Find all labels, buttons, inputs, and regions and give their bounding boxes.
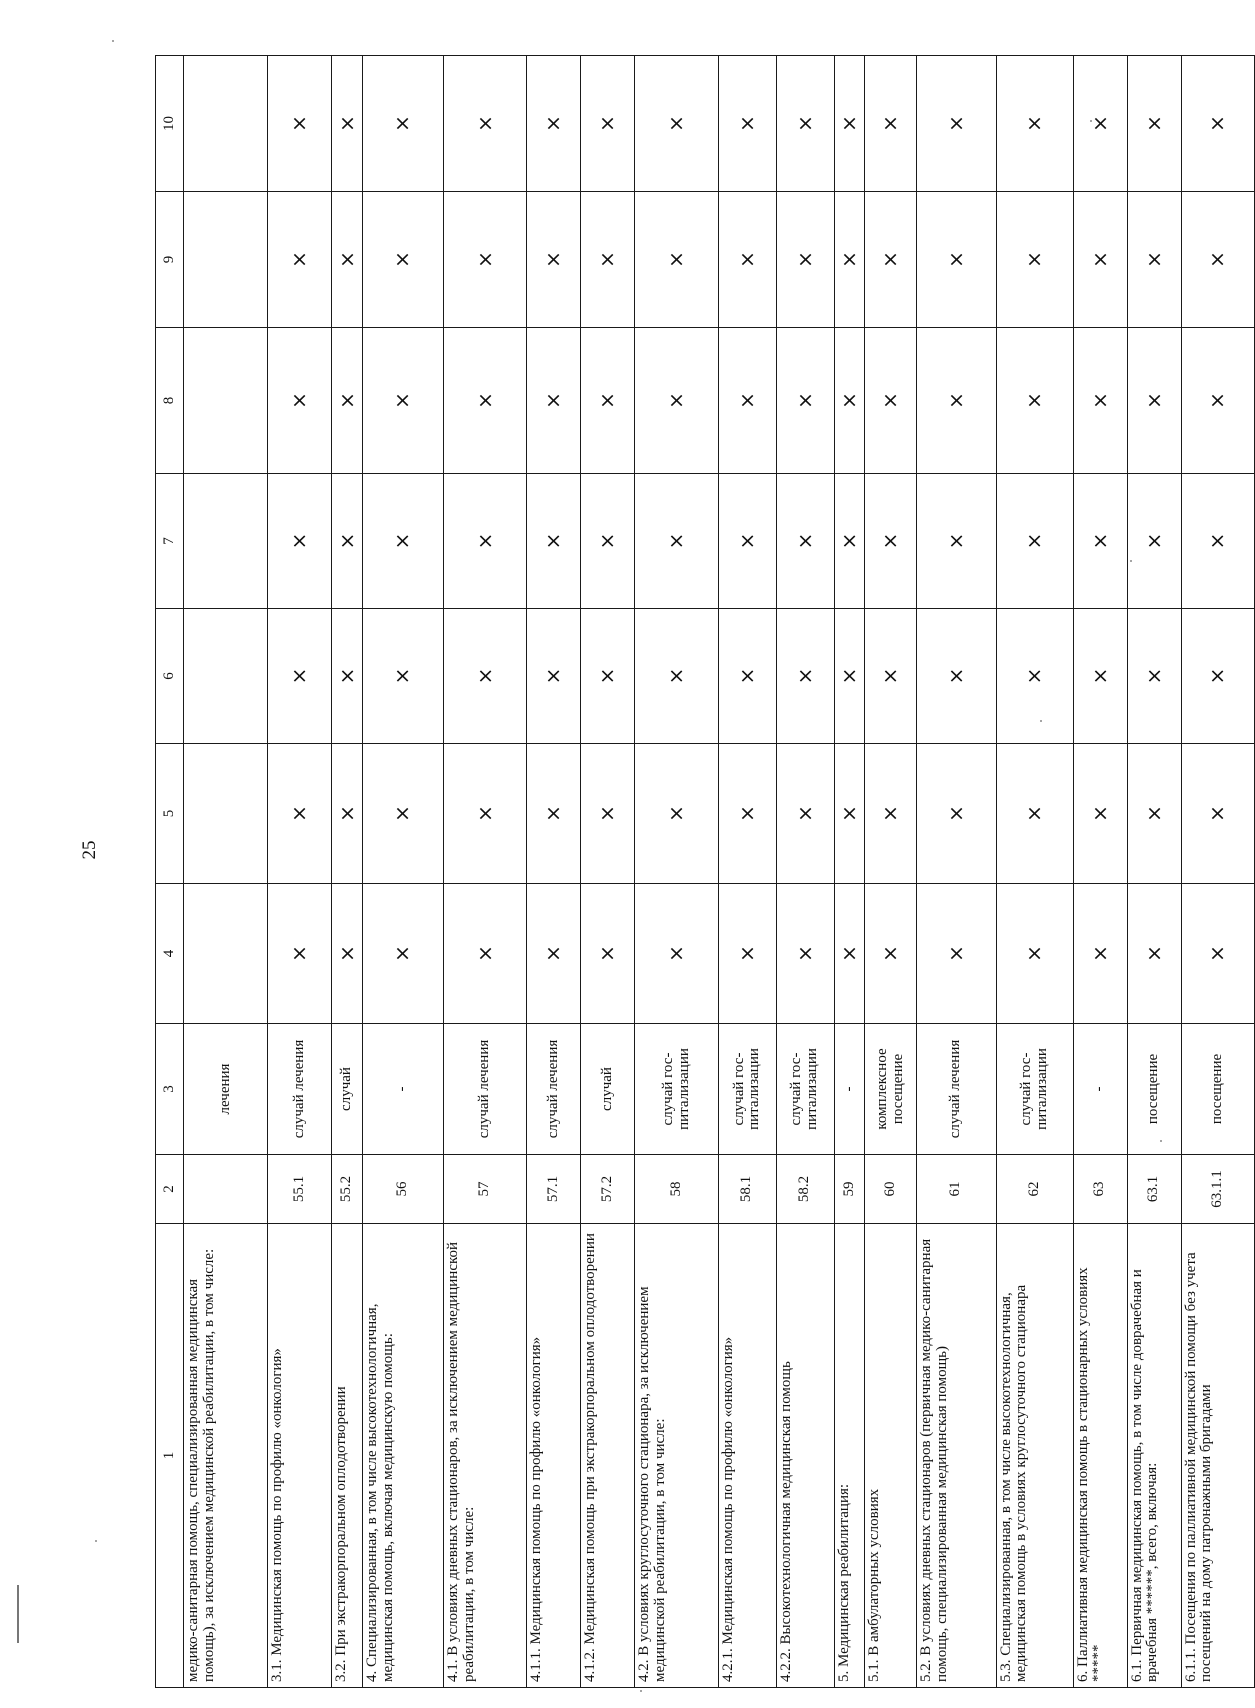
- cross-mark-cell: ×: [635, 328, 719, 474]
- cross-mark-cell: ×: [332, 609, 363, 744]
- row-unit-cell: случай лечения: [916, 1024, 996, 1155]
- scan-speck: [112, 40, 114, 42]
- table-row: [1127, 56, 1181, 1688]
- row-code-cell: 56: [362, 1155, 443, 1224]
- cross-mark-cell: ×: [527, 884, 581, 1024]
- table-row: [527, 56, 581, 1688]
- cross-mark-cell: ×: [635, 56, 719, 192]
- cross-mark-cell: ×: [718, 744, 776, 884]
- cross-mark-cell: ×: [267, 192, 331, 328]
- cross-mark-cell: ×: [718, 328, 776, 474]
- cross-mark-cell: ×: [996, 192, 1073, 328]
- cross-mark-cell: [184, 474, 268, 609]
- row-code-cell: 58.2: [776, 1155, 834, 1224]
- cross-mark-cell: ×: [581, 474, 635, 609]
- row-code-cell: 55.2: [332, 1155, 363, 1224]
- cross-mark-cell: ×: [362, 56, 443, 192]
- row-code-cell: 61: [916, 1155, 996, 1224]
- cross-mark-cell: ×: [834, 56, 865, 192]
- cross-mark-cell: ×: [527, 192, 581, 328]
- cross-mark-cell: ×: [635, 884, 719, 1024]
- cross-mark-cell: ×: [581, 56, 635, 192]
- cross-mark-cell: ×: [1073, 328, 1127, 474]
- table-row: [718, 56, 776, 1688]
- row-code-cell: 57: [443, 1155, 527, 1224]
- margin-line: [17, 1585, 19, 1643]
- cross-mark-cell: ×: [332, 884, 363, 1024]
- row-code-cell: 58.1: [718, 1155, 776, 1224]
- cross-mark-cell: ×: [635, 192, 719, 328]
- cross-mark-cell: ×: [996, 328, 1073, 474]
- cross-mark-cell: ×: [362, 744, 443, 884]
- cross-mark-cell: ×: [1181, 474, 1254, 609]
- cross-mark-cell: ×: [916, 884, 996, 1024]
- cross-mark-cell: ×: [916, 474, 996, 609]
- cross-mark-cell: ×: [776, 884, 834, 1024]
- row-code-cell: 63.1: [1127, 1155, 1181, 1224]
- table-row: [581, 56, 635, 1688]
- cross-mark-cell: ×: [527, 744, 581, 884]
- cross-mark-cell: ×: [718, 474, 776, 609]
- table-row: [996, 56, 1073, 1688]
- row-unit-cell: -: [1073, 1024, 1127, 1155]
- row-code-cell: 57.2: [581, 1155, 635, 1224]
- cross-mark-cell: ×: [581, 192, 635, 328]
- cross-mark-cell: ×: [362, 192, 443, 328]
- cross-mark-cell: ×: [834, 192, 865, 328]
- column-header-10: 10: [156, 56, 184, 192]
- cross-mark-cell: ×: [443, 56, 527, 192]
- cross-mark-cell: ×: [776, 328, 834, 474]
- cross-mark-cell: ×: [1073, 744, 1127, 884]
- cross-mark-cell: ×: [834, 744, 865, 884]
- cross-mark-cell: ×: [916, 192, 996, 328]
- cross-mark-cell: ×: [362, 328, 443, 474]
- table-row: [635, 56, 719, 1688]
- column-header-1: 1: [156, 1224, 184, 1688]
- cross-mark-cell: ×: [776, 474, 834, 609]
- cross-mark-cell: ×: [527, 609, 581, 744]
- rotated-table-wrapper: [155, 56, 1255, 1688]
- cross-mark-cell: ×: [267, 884, 331, 1024]
- row-name-cell: 6.1.1. Посещения по паллиативной медицинской помощи без учета посещений на дому патронажными бригадами: [1181, 1224, 1254, 1688]
- cross-mark-cell: ×: [1127, 328, 1181, 474]
- row-unit-cell: посещение: [1127, 1024, 1181, 1155]
- row-name-cell: 6. Паллиативная медицинская помощь в стационарных условиях *****: [1073, 1224, 1127, 1688]
- row-unit-cell: -: [834, 1024, 865, 1155]
- cross-mark-cell: ×: [332, 56, 363, 192]
- cross-mark-cell: ×: [718, 884, 776, 1024]
- cross-mark-cell: ×: [996, 56, 1073, 192]
- row-unit-cell: случай: [332, 1024, 363, 1155]
- cross-mark-cell: ×: [1127, 56, 1181, 192]
- cross-mark-cell: ×: [443, 474, 527, 609]
- row-code-cell: 62: [996, 1155, 1073, 1224]
- cross-mark-cell: ×: [1073, 884, 1127, 1024]
- row-name-cell: 4.2. В условиях круглосуточного стационара, за исключением медицинской реабилитации, в том числе:: [635, 1224, 719, 1688]
- cross-mark-cell: ×: [1127, 474, 1181, 609]
- cross-mark-cell: ×: [916, 56, 996, 192]
- cross-mark-cell: ×: [776, 56, 834, 192]
- cross-mark-cell: ×: [865, 328, 916, 474]
- column-header-8: 8: [156, 328, 184, 474]
- cross-mark-cell: ×: [718, 609, 776, 744]
- row-unit-cell: посещение: [1181, 1024, 1254, 1155]
- row-unit-cell: лечения: [184, 1024, 268, 1155]
- cross-mark-cell: ×: [1181, 192, 1254, 328]
- cross-mark-cell: ×: [834, 328, 865, 474]
- cross-mark-cell: ×: [1073, 609, 1127, 744]
- cross-mark-cell: [184, 609, 268, 744]
- cross-mark-cell: ×: [527, 328, 581, 474]
- cross-mark-cell: ×: [443, 609, 527, 744]
- table-row: [834, 56, 865, 1688]
- column-header-6: 6: [156, 609, 184, 744]
- cross-mark-cell: ×: [996, 884, 1073, 1024]
- cross-mark-cell: ×: [718, 56, 776, 192]
- cross-mark-cell: ×: [1073, 192, 1127, 328]
- table-row: [776, 56, 834, 1688]
- row-code-cell: 57.1: [527, 1155, 581, 1224]
- cross-mark-cell: ×: [1127, 609, 1181, 744]
- cross-mark-cell: ×: [1181, 328, 1254, 474]
- cross-mark-cell: ×: [776, 744, 834, 884]
- cross-mark-cell: ×: [865, 192, 916, 328]
- row-name-cell: 5.2. В условиях дневных стационаров (первичная медико-санитарная помощь, специализированная медицинская помощь): [916, 1224, 996, 1688]
- row-name-cell: 3.1. Медицинская помощь по профилю «онкология»: [267, 1224, 331, 1688]
- cross-mark-cell: ×: [865, 884, 916, 1024]
- cross-mark-cell: ×: [635, 474, 719, 609]
- cross-mark-cell: ×: [1181, 744, 1254, 884]
- row-name-cell: 4.1. В условиях дневных стационаров, за исключением медицинской реабилитации, в том числе:: [443, 1224, 527, 1688]
- cross-mark-cell: ×: [776, 609, 834, 744]
- cross-mark-cell: ×: [443, 744, 527, 884]
- row-name-cell: 5.1. В амбулаторных условиях: [865, 1224, 916, 1688]
- cross-mark-cell: ×: [635, 609, 719, 744]
- cross-mark-cell: ×: [581, 609, 635, 744]
- row-unit-cell: случай гос-питализации: [718, 1024, 776, 1155]
- cross-mark-cell: [184, 744, 268, 884]
- row-unit-cell: случай гос-питализации: [996, 1024, 1073, 1155]
- cross-mark-cell: ×: [718, 192, 776, 328]
- row-code-cell: 63.1.1: [1181, 1155, 1254, 1224]
- row-unit-cell: случай лечения: [527, 1024, 581, 1155]
- cross-mark-cell: ×: [996, 474, 1073, 609]
- cross-mark-cell: [184, 884, 268, 1024]
- cross-mark-cell: ×: [916, 744, 996, 884]
- scan-speck: [640, 1690, 642, 1692]
- cross-mark-cell: ×: [834, 884, 865, 1024]
- table-row: [443, 56, 527, 1688]
- cross-mark-cell: ×: [1181, 609, 1254, 744]
- row-unit-cell: случай: [581, 1024, 635, 1155]
- row-name-cell: 4.1.1. Медицинская помощь по профилю «онкология»: [527, 1224, 581, 1688]
- cross-mark-cell: ×: [635, 744, 719, 884]
- cross-mark-cell: ×: [1127, 744, 1181, 884]
- cross-mark-cell: ×: [267, 328, 331, 474]
- cross-mark-cell: ×: [1073, 474, 1127, 609]
- row-unit-cell: комплексное посещение: [865, 1024, 916, 1155]
- column-header-2: 2: [156, 1155, 184, 1224]
- cross-mark-cell: ×: [1181, 884, 1254, 1024]
- cross-mark-cell: ×: [362, 609, 443, 744]
- cross-mark-cell: ×: [332, 192, 363, 328]
- cross-mark-cell: ×: [916, 609, 996, 744]
- row-code-cell: 63: [1073, 1155, 1127, 1224]
- column-header-9: 9: [156, 192, 184, 328]
- table-row: [362, 56, 443, 1688]
- cross-mark-cell: ×: [362, 474, 443, 609]
- cross-mark-cell: ×: [443, 192, 527, 328]
- cross-mark-cell: ×: [834, 474, 865, 609]
- cross-mark-cell: ×: [916, 328, 996, 474]
- column-header-4: 4: [156, 884, 184, 1024]
- cross-mark-cell: ×: [1181, 56, 1254, 192]
- cross-mark-cell: ×: [865, 609, 916, 744]
- row-code-cell: 59: [834, 1155, 865, 1224]
- table-row: [916, 56, 996, 1688]
- header-row: [156, 56, 184, 1688]
- cross-mark-cell: ×: [267, 609, 331, 744]
- page-number: 25: [79, 840, 100, 860]
- row-name-cell: медико-санитарная помощь, специализированная медицинская помощь), за исключением медицинской реабилитации, в том числе:: [184, 1224, 268, 1688]
- row-code-cell: [184, 1155, 268, 1224]
- row-code-cell: 55.1: [267, 1155, 331, 1224]
- cross-mark-cell: ×: [865, 744, 916, 884]
- row-unit-cell: -: [362, 1024, 443, 1155]
- row-name-cell: 4.1.2. Медицинская помощь при экстракорпоральном оплодотворении: [581, 1224, 635, 1688]
- row-name-cell: 4.2.2. Высокотехнологичная медицинская помощь: [776, 1224, 834, 1688]
- row-unit-cell: случай гос-питализации: [776, 1024, 834, 1155]
- row-code-cell: 58: [635, 1155, 719, 1224]
- cross-mark-cell: ×: [996, 744, 1073, 884]
- cross-mark-cell: ×: [527, 474, 581, 609]
- cross-mark-cell: [184, 328, 268, 474]
- column-header-3: 3: [156, 1024, 184, 1155]
- row-code-cell: 60: [865, 1155, 916, 1224]
- cross-mark-cell: [184, 56, 268, 192]
- cross-mark-cell: ×: [362, 884, 443, 1024]
- cross-mark-cell: ×: [581, 884, 635, 1024]
- table-row: [184, 56, 268, 1688]
- cross-mark-cell: ×: [443, 328, 527, 474]
- cross-mark-cell: ×: [1127, 884, 1181, 1024]
- row-unit-cell: случай лечения: [443, 1024, 527, 1155]
- row-name-cell: 5. Медицинская реабилитация:: [834, 1224, 865, 1688]
- cross-mark-cell: ×: [581, 328, 635, 474]
- cross-mark-cell: ×: [1073, 56, 1127, 192]
- cross-mark-cell: ×: [267, 474, 331, 609]
- table-row: [1181, 56, 1254, 1688]
- row-unit-cell: случай гос-питализации: [635, 1024, 719, 1155]
- cross-mark-cell: ×: [996, 609, 1073, 744]
- cross-mark-cell: ×: [527, 56, 581, 192]
- table-row: [267, 56, 331, 1688]
- data-table: [155, 55, 1255, 1688]
- cross-mark-cell: ×: [332, 328, 363, 474]
- cross-mark-cell: ×: [581, 744, 635, 884]
- column-header-5: 5: [156, 744, 184, 884]
- cross-mark-cell: ×: [1127, 192, 1181, 328]
- row-name-cell: 6.1. Первичная медицинская помощь, в том числе доврачебная и врачебная ******, всего, включая:: [1127, 1224, 1181, 1688]
- cross-mark-cell: ×: [332, 474, 363, 609]
- cross-mark-cell: ×: [834, 609, 865, 744]
- row-name-cell: 5.3. Специализированная, в том числе высокотехнологичная, медицинская помощь в условиях круглосуточного стационара: [996, 1224, 1073, 1688]
- column-header-7: 7: [156, 474, 184, 609]
- cross-mark-cell: [184, 192, 268, 328]
- row-name-cell: 4. Специализированная, в том числе высокотехнологичная, медицинская помощь, включая медицинскую помощь:: [362, 1224, 443, 1688]
- row-unit-cell: случай лечения: [267, 1024, 331, 1155]
- row-name-cell: 4.2.1. Медицинская помощь по профилю «онкология»: [718, 1224, 776, 1688]
- scan-speck: [95, 1540, 97, 1542]
- cross-mark-cell: ×: [443, 884, 527, 1024]
- cross-mark-cell: ×: [865, 56, 916, 192]
- cross-mark-cell: ×: [267, 744, 331, 884]
- cross-mark-cell: ×: [776, 192, 834, 328]
- table-row: [865, 56, 916, 1688]
- table-row: [1073, 56, 1127, 1688]
- cross-mark-cell: ×: [267, 56, 331, 192]
- cross-mark-cell: ×: [332, 744, 363, 884]
- cross-mark-cell: ×: [865, 474, 916, 609]
- table-row: [332, 56, 363, 1688]
- row-name-cell: 3.2. При экстракорпоральном оплодотворении: [332, 1224, 363, 1688]
